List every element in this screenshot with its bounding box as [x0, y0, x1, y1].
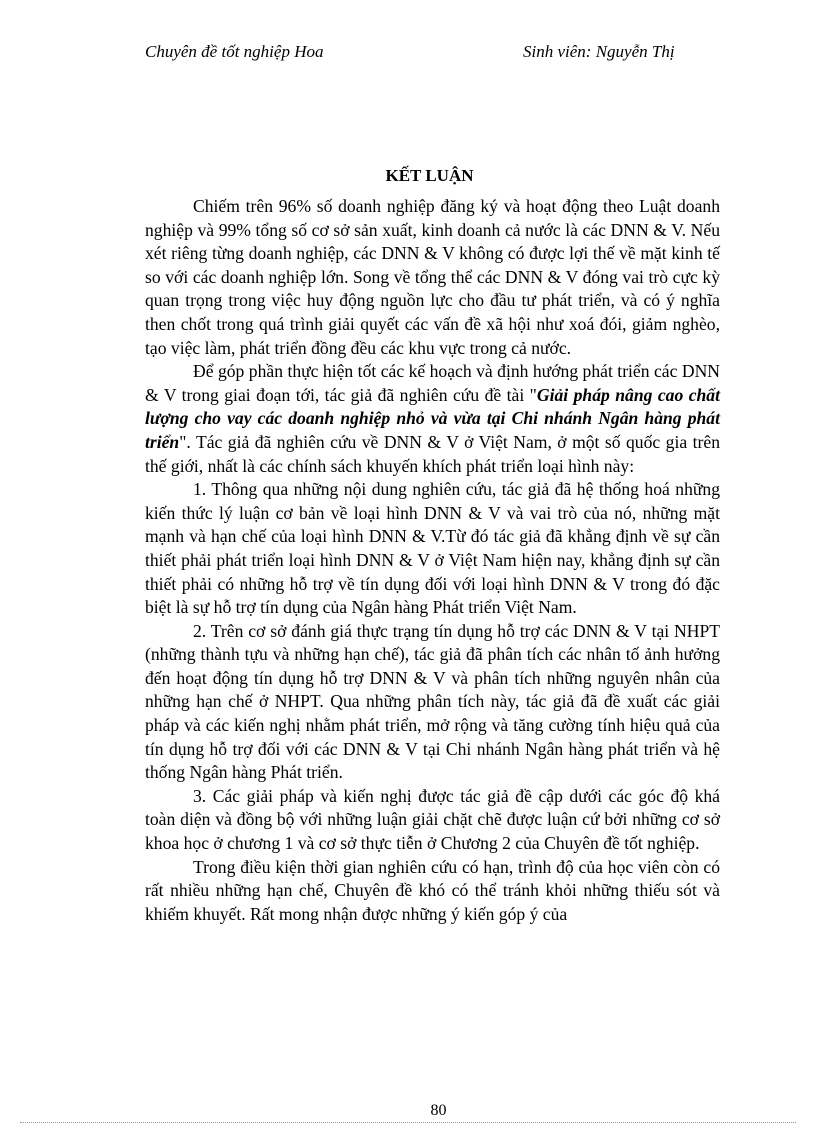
body-text	[145, 195, 720, 926]
thesis-title: Giải pháp nâng cao chất lượng cho vay các doanh nghiệp nhỏ và vừa tại Chi nhánh Ngân hàng phát triển	[145, 384, 720, 452]
paragraph-4: 2. Trên cơ sở đánh giá thực trạng tín dụng hỗ trợ các DNN & V tại NHPT (những thành tựu và những hạn chế), tác giả đã phân tích các nhân tố ảnh hưởng đến hoạt động tín dụng hỗ trợ DNN & V và phân tích những nguyên nhân của những hạn chế ở NHPT. Qua những phân tích này, tác giả đã đề xuất các giải pháp và các kiến nghị nhằm phát triển, mở rộng và tăng cường tính hiệu quả của tín dụng hỗ trợ đối với các DNN & V tại Chi nhánh Ngân hàng phát triển và hệ thống Ngân hàng Phát triển.	[145, 620, 720, 783]
paragraph-2-end: ". Tác giả đã nghiên cứu về DNN & V ở Việt Nam, ở một số quốc gia trên thế giới, nhất là các chính sách khuyến khích phát triển loại hình này:	[145, 431, 720, 476]
header-document-title: Chuyên đề tốt nghiệp Hoa	[145, 42, 324, 61]
paragraph-3: 1. Thông qua những nội dung nghiên cứu, tác giả đã hệ thống hoá những kiến thức lý luận cơ bản về loại hình DNN & V và vai trò của nó, những mặt mạnh và hạn chế của loại hình DNN & V.Từ đó tác giả đã khẳng định về sự cần thiết phải phát triển loại hình DNN & V ở Việt Nam hiện nay, khẳng định sự cần thiết phải có những hỗ trợ về tín dụng đối với loại hình DNN & V trong đó đặc biệt là sự hỗ trợ tín dụng của Ngân hàng Phát triển Việt Nam.	[145, 479, 720, 618]
paragraph-2-start: Để góp phần thực hiện tốt các kế hoạch và định hướng phát triển các DNN & V trong giai đoạn tới, tác giả đã nghiên cứu đề tài "	[145, 361, 720, 405]
paragraph-2	[145, 360, 720, 478]
paragraph-6: Trong điều kiện thời gian nghiên cứu có hạn, trình độ của học viên còn có rất nhiều những hạn chế, Chuyên đề khó có thể tránh khỏi những thiếu sót và khiếm khuyết. Rất mong nhận được những ý kiến góp ý của	[145, 856, 720, 924]
header-student-name: Sinh viên: Nguyễn Thị	[523, 42, 675, 61]
section-title: KẾT LUẬN	[385, 166, 474, 185]
paragraph-5: 3. Các giải pháp và kiến nghị được tác giả đề cập dưới các góc độ khá toàn diện và đồng bộ với những luận giải chặt chẽ được luận cứ bởi những cơ sở khoa học ở chương 1 và cơ sở thực tiễn ở Chương 2 của Chuyên đề tốt nghiệp.	[145, 785, 720, 854]
page-number: 80	[430, 1102, 447, 1119]
paragraph-1: Chiếm trên 96% số doanh nghiệp đăng ký và hoạt động theo Luật doanh nghiệp và 99% tổng số cơ sở sản xuất, kinh doanh cả nước là các DNN & V. Nếu xét riêng từng doanh nghiệp, các DNN & V không có được lợi thế về mặt kinh tế so với các doanh nghiệp lớn. Song về tổng thể các DNN & V đóng vai trò cực kỳ quan trọng trong việc huy động nguồn lực cho đầu tư phát triển, và có ý nghĩa then chốt trong quá trình giải quyết các vấn đề xã hội như xoá đói, giảm nghèo, tạo việc làm, phát triển đồng đều các khu vực trong cả nước.	[145, 196, 720, 358]
